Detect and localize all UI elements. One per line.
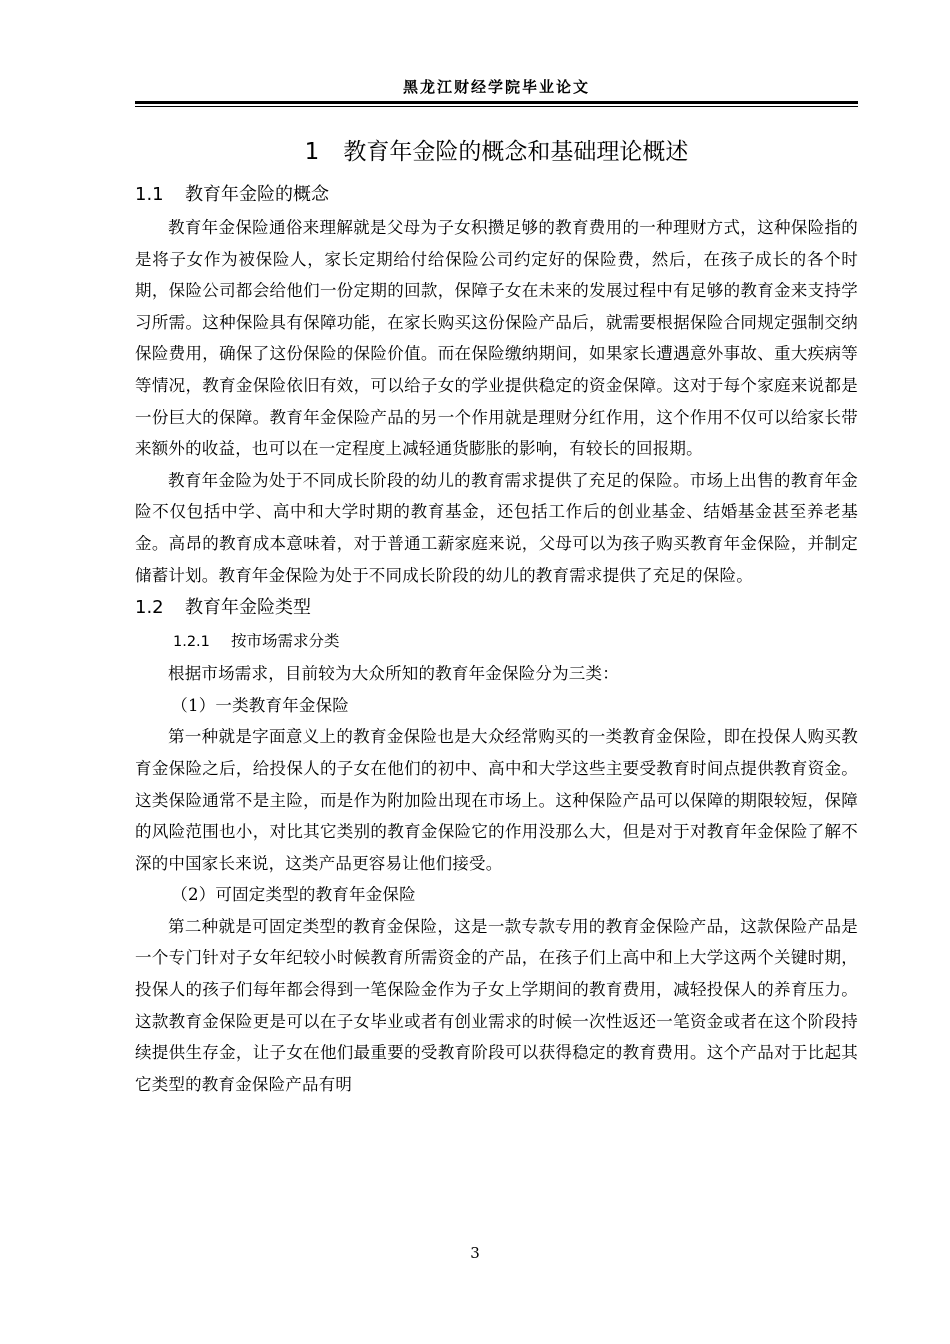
- section-heading-1-2: [135, 591, 858, 625]
- list-item-label: （1）一类教育年金保险: [171, 695, 349, 715]
- body-paragraph: 第一种就是字面意义上的教育金保险也是大众经常购买的一类教育金保险，即在投保人购买教育金保险之后，给投保人的子女在他们的初中、高中和大学这些主要受教育时间点提供教育资金。这类保险通常不是主险，而是作为附加险出现在市场上。这种保险产品可以保障的期限较短，保障的风险范围也小，对比其它类别的教育金保险它的作用没那么大，但是对于对教育年金保险了解不深的中国家长来说，这类产品更容易让他们接受。: [135, 727, 858, 873]
- body-paragraph: 教育年金险为处于不同成长阶段的幼儿的教育需求提供了充足的保险。市场上出售的教育年金险不仅包括中学、高中和大学时期的教育基金，还包括工作后的创业基金、结婚基金甚至养老基金。高昂的教育成本意味着，对于普通工薪家庭来说，父母可以为孩子购买教育年金保险，并制定储蓄计划。教育年金保险为处于不同成长阶段的幼儿的教育需求提供了充足的保险。: [135, 470, 858, 585]
- header-rule-thick: [135, 101, 858, 104]
- section-title-text: 教育年金险的概念: [185, 184, 329, 205]
- body-paragraph: 根据市场需求，目前较为大众所知的教育年金保险分为三类：: [168, 664, 619, 684]
- header-rule-thin: [135, 106, 858, 107]
- subsection-number: 1.2.1: [173, 634, 210, 651]
- section-number: 1.1: [135, 184, 164, 205]
- body-paragraph: 教育年金保险通俗来理解就是父母为子女积攒足够的教育费用的一种理财方式，这种保险指的是将子女作为被保险人，家长定期给付给保险公司约定好的保险费，然后，在孩子成长的各个时期，保险公司都会给他们一份定期的回款，保障子女在未来的发展过程中有足够的教育金来支持学习所需。这种保险具有保障功能，在家长购买这份保险产品后，就需要根据保险合同规定强制交纳保险费用，确保了这份保险的保险价值。而在保险缴纳期间，如果家长遭遇意外事故、重大疾病等等情况，教育金保险依旧有效，可以给子女的学业提供稳定的资金保障。这对于每个家庭来说都是一份巨大的保障。教育年金保险产品的另一个作用就是理财分红作用，这个作用不仅可以给家长带来额外的收益，也可以在一定程度上减轻通货膨胀的影响，有较长的回报期。: [135, 218, 858, 459]
- running-header: 黑龙江财经学院毕业论文: [402, 78, 590, 96]
- section-heading-1-1: [135, 178, 858, 212]
- page-number: 3: [470, 1244, 480, 1262]
- section-number: 1.2: [135, 597, 164, 619]
- subsection-heading-1-2-1: [135, 625, 858, 658]
- list-item-label: （2）可固定类型的教育年金保险: [171, 885, 416, 905]
- section-title-text: 教育年金险类型: [185, 597, 311, 619]
- page-body: [135, 130, 858, 1100]
- chapter-number: 1: [304, 139, 320, 165]
- chapter-title: [135, 130, 858, 174]
- body-paragraph: 第二种就是可固定类型的教育金保险，这是一款专款专用的教育金保险产品，这款保险产品是一个专门针对子女年纪较小时候教育所需资金的产品，在孩子们上高中和上大学这两个关键时期，投保人的孩子们每年都会得到一笔保险金作为子女上学期间的教育费用，减轻投保人的养育压力。这款教育金保险更是可以在子女毕业或者有创业需求的时候一次性返还一笔资金或者在这个阶段持续提供生存金，让子女在他们最重要的受教育阶段可以获得稳定的教育费用。这个产品对于比起其它类型的教育金保险产品有明: [135, 916, 858, 1094]
- chapter-title-text: 教育年金险的概念和基础理论概述: [343, 139, 689, 165]
- subsection-title-text: 按市场需求分类: [231, 632, 340, 651]
